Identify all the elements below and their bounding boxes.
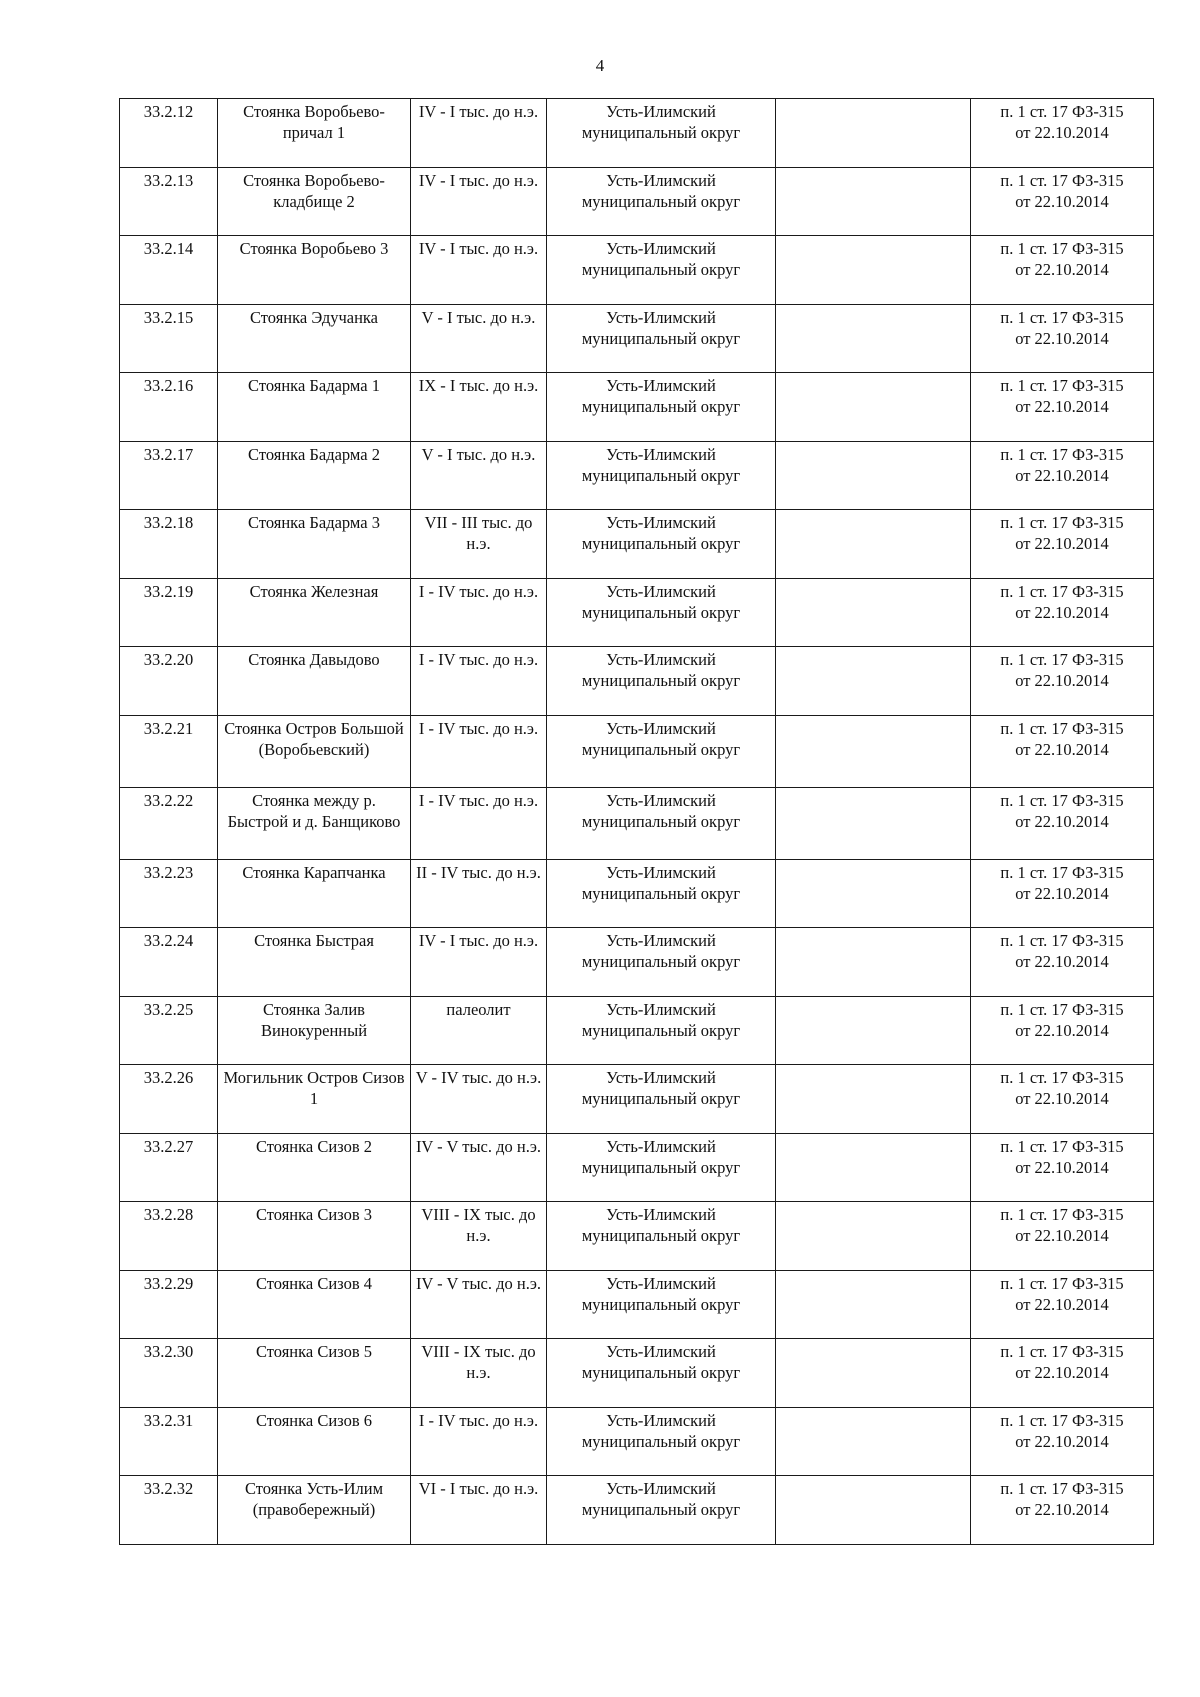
row-number: 33.2.27 xyxy=(120,1133,218,1202)
site-location: Усть-Илимский муниципальный округ xyxy=(547,304,776,373)
page-number: 4 xyxy=(595,56,605,75)
row-number: 33.2.15 xyxy=(120,304,218,373)
row-number: 33.2.14 xyxy=(120,236,218,305)
row-number: 33.2.31 xyxy=(120,1407,218,1476)
empty-cell xyxy=(776,1476,971,1545)
table-row xyxy=(120,787,1154,859)
law-date: от 22.10.2014 xyxy=(1015,397,1109,416)
legal-basis xyxy=(971,715,1154,787)
table-row xyxy=(120,441,1154,510)
empty-cell xyxy=(776,99,971,168)
table-row xyxy=(120,715,1154,787)
law-reference: п. 1 ст. 17 ФЗ-315 xyxy=(1000,718,1124,738)
law-date: от 22.10.2014 xyxy=(1015,123,1109,142)
law-reference: п. 1 ст. 17 ФЗ-315 xyxy=(1000,239,1124,258)
site-location: Усть-Илимский муниципальный округ xyxy=(547,167,776,236)
legal-basis xyxy=(971,167,1154,236)
site-dating: VII - III тыс. до н.э. xyxy=(411,510,547,579)
law-reference: п. 1 ст. 17 ФЗ-315 xyxy=(1000,1068,1124,1087)
site-dating: V - I тыс. до н.э. xyxy=(411,304,547,373)
legal-basis xyxy=(971,1476,1154,1545)
row-number: 33.2.24 xyxy=(120,928,218,997)
law-date: от 22.10.2014 xyxy=(1015,534,1109,553)
legal-basis xyxy=(971,1270,1154,1339)
site-name: Стоянка Бадарма 1 xyxy=(218,373,411,442)
law-reference: п. 1 ст. 17 ФЗ-315 xyxy=(1000,1342,1124,1361)
site-name: Стоянка Сизов 3 xyxy=(218,1202,411,1271)
legal-basis xyxy=(971,304,1154,373)
legal-basis xyxy=(971,647,1154,716)
site-name: Стоянка Железная xyxy=(218,578,411,647)
legal-basis xyxy=(971,787,1154,859)
table-row xyxy=(120,859,1154,928)
empty-cell xyxy=(776,1407,971,1476)
law-date: от 22.10.2014 xyxy=(1015,1294,1109,1314)
site-name: Стоянка Воробьево 3 xyxy=(218,236,411,305)
site-location: Усть-Илимский муниципальный округ xyxy=(547,928,776,997)
row-number: 33.2.16 xyxy=(120,373,218,442)
table-row xyxy=(120,578,1154,647)
table-row xyxy=(120,99,1154,168)
row-number: 33.2.20 xyxy=(120,647,218,716)
law-reference: п. 1 ст. 17 ФЗ-315 xyxy=(1000,650,1124,669)
empty-cell xyxy=(776,373,971,442)
row-number: 33.2.30 xyxy=(120,1339,218,1408)
row-number: 33.2.28 xyxy=(120,1202,218,1271)
law-reference: п. 1 ст. 17 ФЗ-315 xyxy=(1000,1205,1124,1224)
site-location: Усть-Илимский муниципальный округ xyxy=(547,996,776,1065)
row-number: 33.2.29 xyxy=(120,1270,218,1339)
legal-basis xyxy=(971,236,1154,305)
site-dating: I - IV тыс. до н.э. xyxy=(411,1407,547,1476)
law-reference: п. 1 ст. 17 ФЗ-315 xyxy=(1000,1273,1124,1293)
law-date: от 22.10.2014 xyxy=(1015,739,1109,759)
law-date: от 22.10.2014 xyxy=(1015,1431,1109,1451)
empty-cell xyxy=(776,1339,971,1408)
table-row xyxy=(120,1476,1154,1545)
site-dating: IV - V тыс. до н.э. xyxy=(411,1270,547,1339)
law-reference: п. 1 ст. 17 ФЗ-315 xyxy=(1000,513,1124,532)
law-date: от 22.10.2014 xyxy=(1015,952,1109,971)
legal-basis xyxy=(971,1202,1154,1271)
legal-basis xyxy=(971,928,1154,997)
site-name: Стоянка Сизов 4 xyxy=(218,1270,411,1339)
law-reference: п. 1 ст. 17 ФЗ-315 xyxy=(1000,1136,1124,1156)
empty-cell xyxy=(776,996,971,1065)
law-date: от 22.10.2014 xyxy=(1015,328,1109,348)
site-name: Стоянка Быстрая xyxy=(218,928,411,997)
table-row xyxy=(120,167,1154,236)
row-number: 33.2.12 xyxy=(120,99,218,168)
row-number: 33.2.22 xyxy=(120,787,218,859)
law-reference: п. 1 ст. 17 ФЗ-315 xyxy=(1000,862,1124,882)
row-number: 33.2.21 xyxy=(120,715,218,787)
site-location: Усть-Илимский муниципальный округ xyxy=(547,1133,776,1202)
site-dating: VI - I тыс. до н.э. xyxy=(411,1476,547,1545)
site-dating: V - IV тыс. до н.э. xyxy=(411,1065,547,1134)
site-name: Стоянка Усть-Илим (правобережный) xyxy=(218,1476,411,1545)
law-reference: п. 1 ст. 17 ФЗ-315 xyxy=(1000,1410,1124,1430)
empty-cell xyxy=(776,236,971,305)
legal-basis xyxy=(971,996,1154,1065)
site-location: Усть-Илимский муниципальный округ xyxy=(547,1270,776,1339)
site-dating: V - I тыс. до н.э. xyxy=(411,441,547,510)
site-location: Усть-Илимский муниципальный округ xyxy=(547,99,776,168)
law-date: от 22.10.2014 xyxy=(1015,811,1109,831)
law-date: от 22.10.2014 xyxy=(1015,1363,1109,1382)
site-name: Стоянка Давыдово xyxy=(218,647,411,716)
empty-cell xyxy=(776,647,971,716)
site-location: Усть-Илимский муниципальный округ xyxy=(547,1407,776,1476)
empty-cell xyxy=(776,578,971,647)
empty-cell xyxy=(776,1202,971,1271)
empty-cell xyxy=(776,928,971,997)
site-dating: VIII - IX тыс. до н.э. xyxy=(411,1202,547,1271)
site-name: Стоянка Бадарма 3 xyxy=(218,510,411,579)
site-dating: палеолит xyxy=(411,996,547,1065)
row-number: 33.2.13 xyxy=(120,167,218,236)
table-row xyxy=(120,1065,1154,1134)
row-number: 33.2.32 xyxy=(120,1476,218,1545)
empty-cell xyxy=(776,1065,971,1134)
legal-basis xyxy=(971,99,1154,168)
site-name: Стоянка между р. Быстрой и д. Банщиково xyxy=(218,787,411,859)
law-date: от 22.10.2014 xyxy=(1015,1500,1109,1519)
site-dating: IV - V тыс. до н.э. xyxy=(411,1133,547,1202)
empty-cell xyxy=(776,859,971,928)
legal-basis xyxy=(971,859,1154,928)
site-name: Стоянка Воробьево-кладбище 2 xyxy=(218,167,411,236)
empty-cell xyxy=(776,167,971,236)
legal-basis xyxy=(971,1339,1154,1408)
site-dating: II - IV тыс. до н.э. xyxy=(411,859,547,928)
table-row xyxy=(120,373,1154,442)
law-date: от 22.10.2014 xyxy=(1015,883,1109,903)
empty-cell xyxy=(776,1270,971,1339)
site-location: Усть-Илимский муниципальный округ xyxy=(547,1202,776,1271)
legal-basis xyxy=(971,578,1154,647)
site-dating: I - IV тыс. до н.э. xyxy=(411,578,547,647)
site-location: Усть-Илимский муниципальный округ xyxy=(547,859,776,928)
site-name: Стоянка Остров Большой (Воробьевский) xyxy=(218,715,411,787)
empty-cell xyxy=(776,510,971,579)
law-date: от 22.10.2014 xyxy=(1015,1089,1109,1108)
row-number: 33.2.18 xyxy=(120,510,218,579)
legal-basis xyxy=(971,1407,1154,1476)
site-dating: IX - I тыс. до н.э. xyxy=(411,373,547,442)
law-date: от 22.10.2014 xyxy=(1015,1226,1109,1245)
site-name: Стоянка Залив Винокуренный xyxy=(218,996,411,1065)
law-reference: п. 1 ст. 17 ФЗ-315 xyxy=(1000,307,1124,327)
law-date: от 22.10.2014 xyxy=(1015,602,1109,622)
law-date: от 22.10.2014 xyxy=(1015,260,1109,279)
empty-cell xyxy=(776,787,971,859)
legal-basis xyxy=(971,441,1154,510)
table-row xyxy=(120,996,1154,1065)
row-number: 33.2.26 xyxy=(120,1065,218,1134)
legal-basis xyxy=(971,373,1154,442)
site-location: Усть-Илимский муниципальный округ xyxy=(547,787,776,859)
law-reference: п. 1 ст. 17 ФЗ-315 xyxy=(1000,1479,1124,1498)
site-dating: VIII - IX тыс. до н.э. xyxy=(411,1339,547,1408)
row-number: 33.2.19 xyxy=(120,578,218,647)
empty-cell xyxy=(776,304,971,373)
site-name: Стоянка Эдучанка xyxy=(218,304,411,373)
table-body xyxy=(120,99,1154,1545)
site-name: Стоянка Воробьево-причал 1 xyxy=(218,99,411,168)
heritage-sites-table xyxy=(119,98,1154,1545)
table-row xyxy=(120,1202,1154,1271)
site-dating: IV - I тыс. до н.э. xyxy=(411,236,547,305)
site-dating: I - IV тыс. до н.э. xyxy=(411,787,547,859)
row-number: 33.2.23 xyxy=(120,859,218,928)
table-row xyxy=(120,304,1154,373)
site-location: Усть-Илимский муниципальный округ xyxy=(547,578,776,647)
law-reference: п. 1 ст. 17 ФЗ-315 xyxy=(1000,999,1124,1019)
site-location: Усть-Илимский муниципальный округ xyxy=(547,373,776,442)
empty-cell xyxy=(776,715,971,787)
table-row xyxy=(120,647,1154,716)
law-reference: п. 1 ст. 17 ФЗ-315 xyxy=(1000,376,1124,395)
site-location: Усть-Илимский муниципальный округ xyxy=(547,1339,776,1408)
law-reference: п. 1 ст. 17 ФЗ-315 xyxy=(1000,790,1124,810)
table-row xyxy=(120,928,1154,997)
table-row xyxy=(120,1270,1154,1339)
law-date: от 22.10.2014 xyxy=(1015,1157,1109,1177)
empty-cell xyxy=(776,1133,971,1202)
row-number: 33.2.17 xyxy=(120,441,218,510)
site-location: Усть-Илимский муниципальный округ xyxy=(547,715,776,787)
table-row xyxy=(120,1407,1154,1476)
site-location: Усть-Илимский муниципальный округ xyxy=(547,647,776,716)
site-name: Стоянка Сизов 5 xyxy=(218,1339,411,1408)
empty-cell xyxy=(776,441,971,510)
table-row xyxy=(120,1133,1154,1202)
legal-basis xyxy=(971,510,1154,579)
site-location: Усть-Илимский муниципальный округ xyxy=(547,441,776,510)
site-name: Стоянка Сизов 2 xyxy=(218,1133,411,1202)
legal-basis xyxy=(971,1133,1154,1202)
site-name: Стоянка Карапчанка xyxy=(218,859,411,928)
law-date: от 22.10.2014 xyxy=(1015,191,1109,211)
law-reference: п. 1 ст. 17 ФЗ-315 xyxy=(1000,581,1124,601)
table-row xyxy=(120,1339,1154,1408)
law-reference: п. 1 ст. 17 ФЗ-315 xyxy=(1000,931,1124,950)
legal-basis xyxy=(971,1065,1154,1134)
law-reference: п. 1 ст. 17 ФЗ-315 xyxy=(1000,102,1124,121)
site-location: Усть-Илимский муниципальный округ xyxy=(547,1065,776,1134)
law-reference: п. 1 ст. 17 ФЗ-315 xyxy=(1000,444,1124,464)
site-name: Стоянка Бадарма 2 xyxy=(218,441,411,510)
law-date: от 22.10.2014 xyxy=(1015,671,1109,690)
law-reference: п. 1 ст. 17 ФЗ-315 xyxy=(1000,170,1124,190)
law-date: от 22.10.2014 xyxy=(1015,465,1109,485)
site-dating: IV - I тыс. до н.э. xyxy=(411,167,547,236)
site-dating: I - IV тыс. до н.э. xyxy=(411,715,547,787)
site-dating: IV - I тыс. до н.э. xyxy=(411,99,547,168)
site-location: Усть-Илимский муниципальный округ xyxy=(547,236,776,305)
site-location: Усть-Илимский муниципальный округ xyxy=(547,1476,776,1545)
site-location: Усть-Илимский муниципальный округ xyxy=(547,510,776,579)
table-row xyxy=(120,510,1154,579)
table-row xyxy=(120,236,1154,305)
site-dating: I - IV тыс. до н.э. xyxy=(411,647,547,716)
site-name: Могильник Остров Сизов 1 xyxy=(218,1065,411,1134)
law-date: от 22.10.2014 xyxy=(1015,1020,1109,1040)
site-name: Стоянка Сизов 6 xyxy=(218,1407,411,1476)
site-dating: IV - I тыс. до н.э. xyxy=(411,928,547,997)
row-number: 33.2.25 xyxy=(120,996,218,1065)
